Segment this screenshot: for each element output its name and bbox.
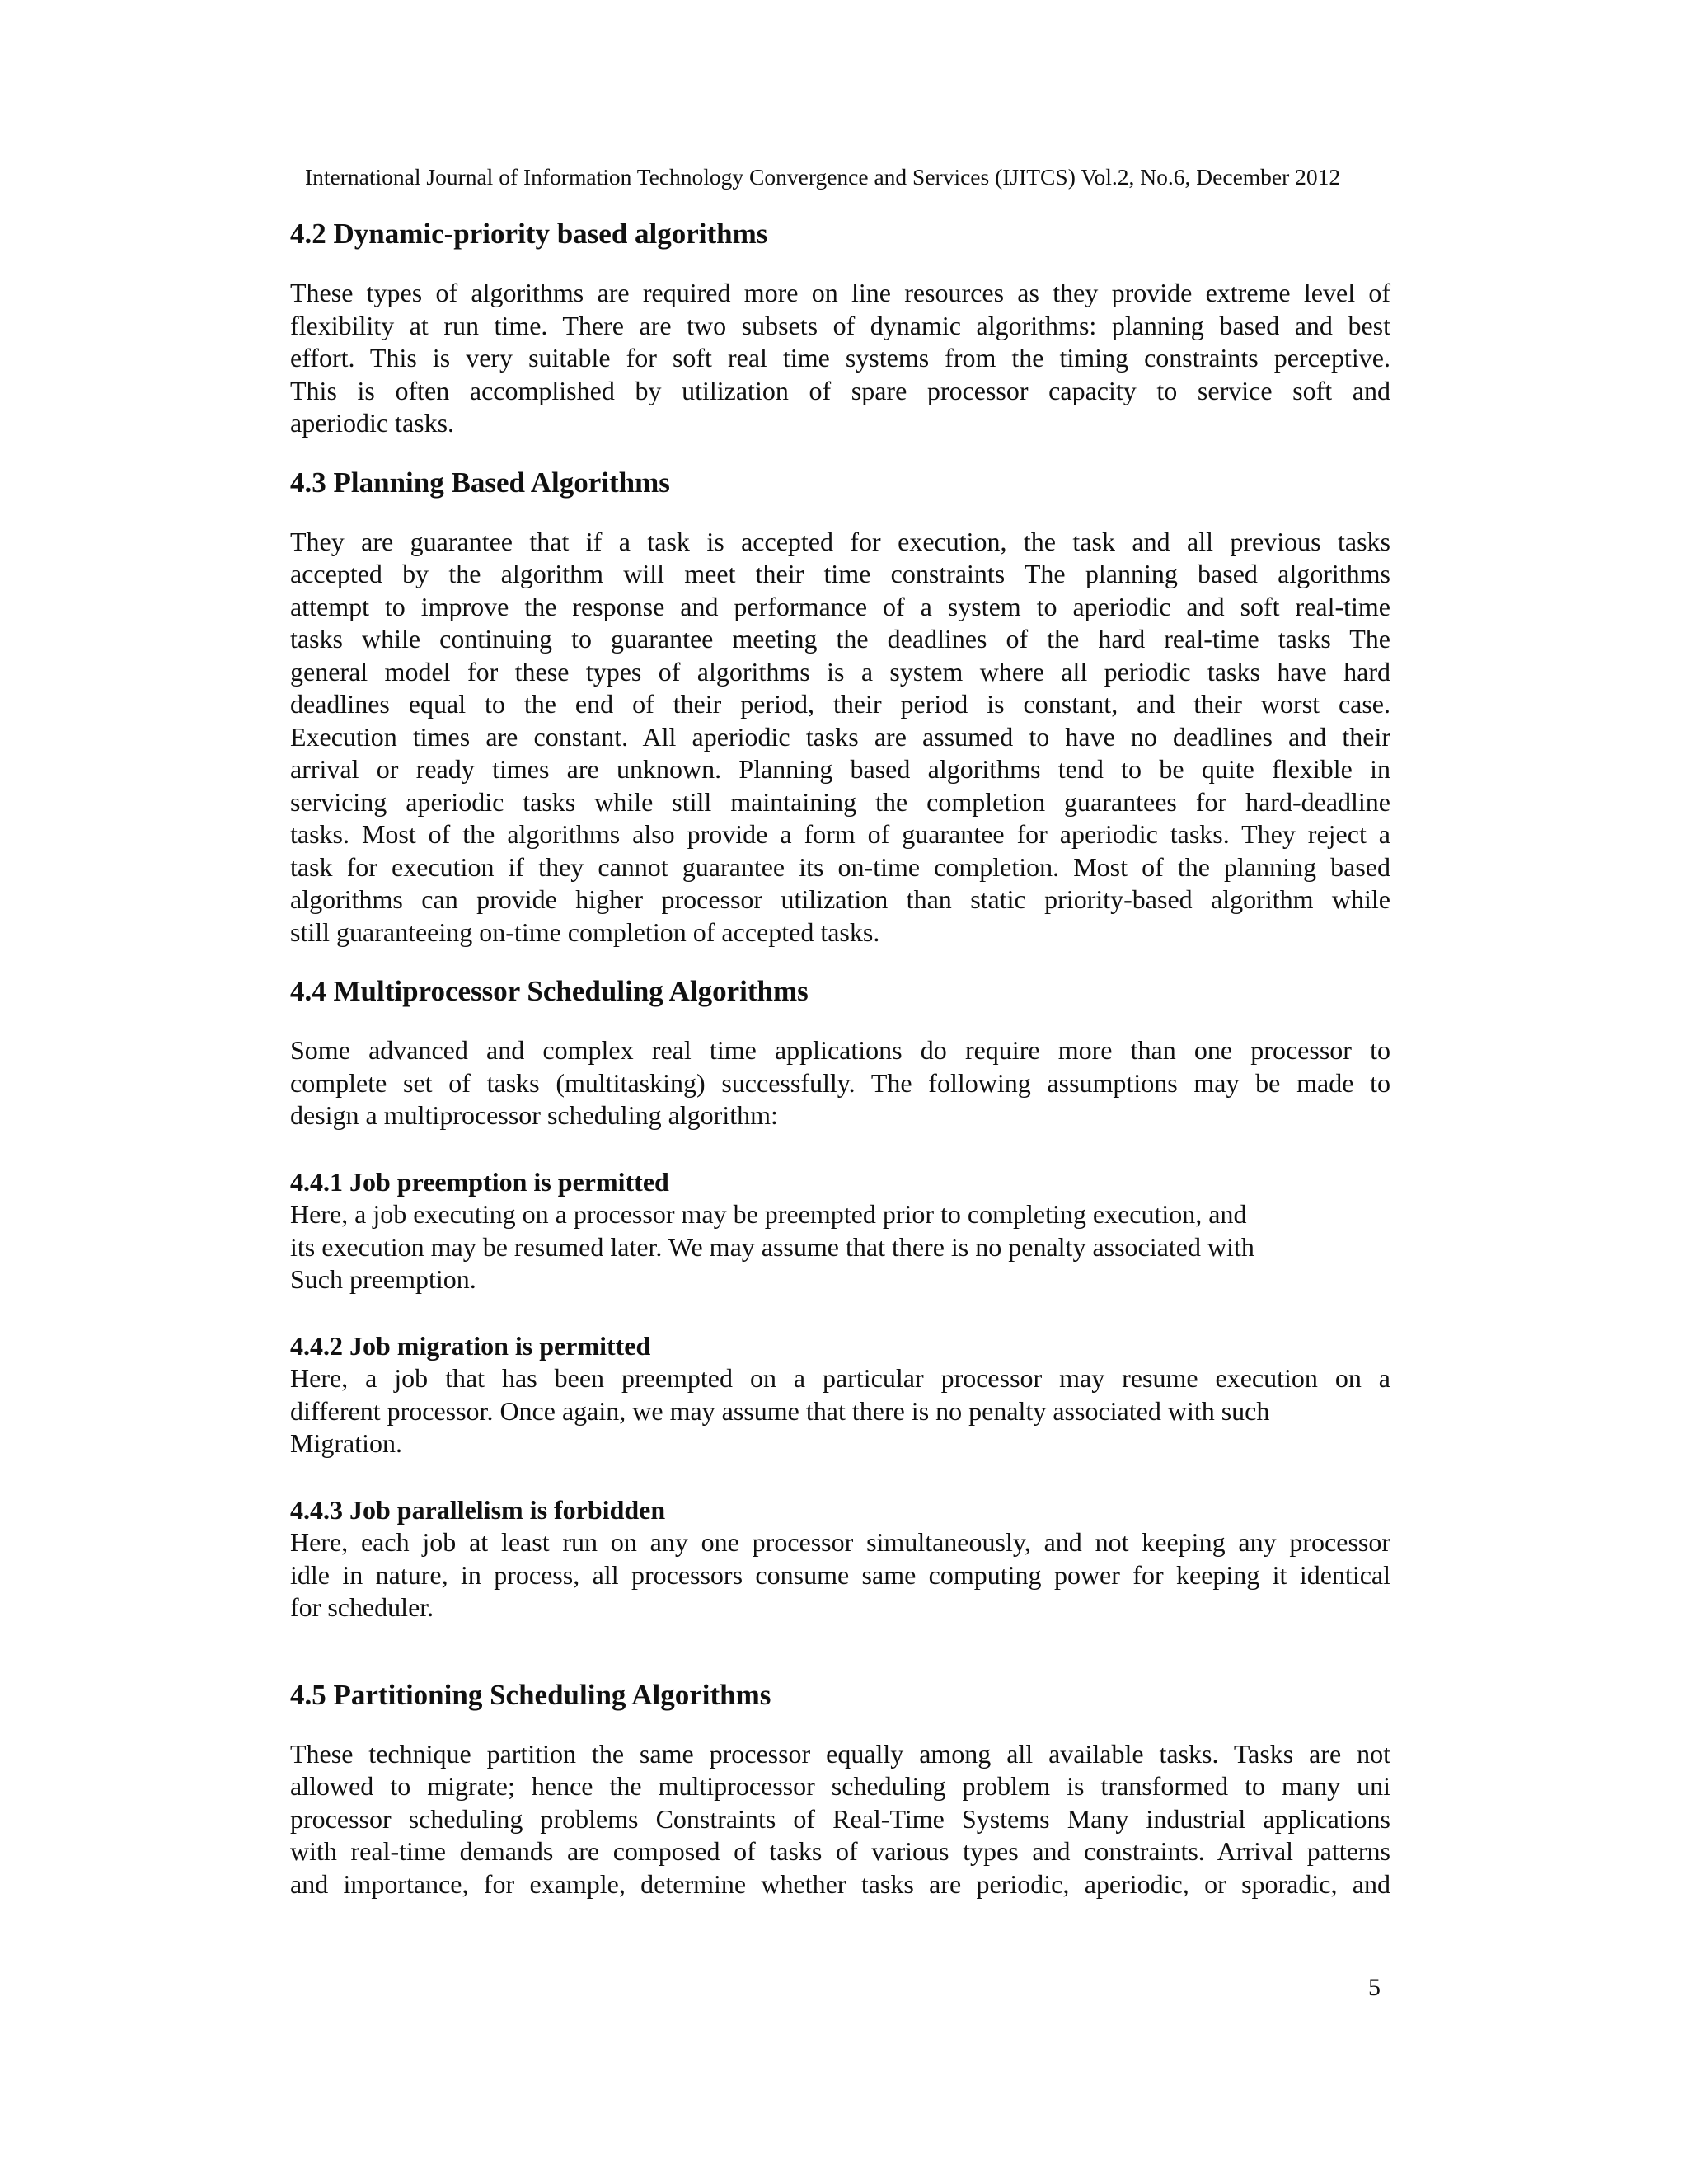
text-line: effort. This is very suitable for soft real time systems from the timing constraints perceptive. [290, 343, 1390, 373]
section-heading-4-5: 4.5 Partitioning Scheduling Algorithms [290, 1678, 771, 1711]
text-line: and importance, for example, determine whether tasks are periodic, aperiodic, or sporadic, and [290, 1868, 1390, 1899]
main-content [290, 216, 1390, 1900]
text-line: idle in nature, in process, all processors consume same computing power for keeping it identical [290, 1559, 1390, 1590]
text-line: These types of algorithms are required more on line resources as they provide extreme level of [290, 278, 1390, 307]
text-line: Such preemption. [290, 1264, 476, 1294]
text-line: tasks. Most of the algorithms also provide a form of guarantee for aperiodic tasks. They reject a [290, 819, 1390, 849]
text-line: Migration. [290, 1428, 402, 1458]
text-line: This is often accomplished by utilization of spare processor capacity to service soft and [290, 375, 1390, 405]
text-line: processor scheduling problems Constraints of Real-Time Systems Many industrial applications [290, 1803, 1390, 1834]
text-line: accepted by the algorithm will meet their time constraints The planning based algorithms [290, 559, 1390, 588]
text-line: Here, a job that has been preempted on a particular processor may resume execution on a [290, 1363, 1390, 1393]
text-line: algorithms can provide higher processor utilization than static priority-based algorithm while [290, 884, 1390, 914]
section-heading-4-3: 4.3 Planning Based Algorithms [290, 466, 670, 499]
text-line: with real-time demands are composed of tasks of various types and constraints. Arrival patterns [290, 1836, 1390, 1866]
text-line: Some advanced and complex real time applications do require more than one processor to [290, 1035, 1390, 1065]
text-line: its execution may be resumed later. We may assume that there is no penalty associated with [290, 1231, 1254, 1262]
subsection-4-4-1-paragraph [290, 1198, 1390, 1296]
text-line: servicing aperiodic tasks while still maintaining the completion guarantees for hard-deadline [290, 786, 1390, 817]
subsection-4-4-2-paragraph [290, 1362, 1390, 1460]
text-line: for scheduler. [290, 1592, 434, 1622]
text-line: arrival or ready times are unknown. Planning based algorithms tend to be quite flexible in [290, 754, 1390, 784]
text-line: deadlines equal to the end of their period, their period is constant, and their worst case. [290, 689, 1390, 719]
subsection-heading-4-4-3: 4.4.3 Job parallelism is forbidden [290, 1494, 666, 1525]
text-line: These technique partition the same processor equally among all available tasks. Tasks are not [290, 1738, 1390, 1769]
text-line: flexibility at run time. There are two subsets of dynamic algorithms: planning based and best [290, 310, 1390, 340]
text-line: They are guarantee that if a task is accepted for execution, the task and all previous tasks [290, 526, 1390, 556]
section-4-3-paragraph [290, 526, 1390, 949]
running-header: International Journal of Information Technology Convergence and Services (IJITCS) Vol.2, No.6, December 2012 [305, 164, 1341, 190]
text-line: design a multiprocessor scheduling algorithm: [290, 1100, 778, 1130]
text-line: aperiodic tasks. [290, 408, 455, 438]
text-line: complete set of tasks (multitasking) successfully. The following assumptions may be made to [290, 1067, 1390, 1098]
page-number: 5 [1368, 1974, 1381, 2001]
section-4-2-paragraph [290, 277, 1390, 440]
text-line: task for execution if they cannot guarantee its on-time completion. Most of the planning based [290, 851, 1390, 882]
text-line: allowed to migrate; hence the multiprocessor scheduling problem is transformed to many uni [290, 1771, 1390, 1801]
text-line: general model for these types of algorithms is a system where all periodic tasks have hard [290, 656, 1390, 687]
section-4-4-paragraph [290, 1034, 1390, 1132]
text-line: attempt to improve the response and performance of a system to aperiodic and soft real-time [290, 591, 1390, 621]
section-heading-4-2: 4.2 Dynamic-priority based algorithms [290, 218, 768, 250]
text-line: tasks while continuing to guarantee meeting the deadlines of the hard real-time tasks The [290, 624, 1390, 654]
text-line: Here, each job at least run on any one processor simultaneously, and not keeping any processor [290, 1527, 1390, 1557]
subsection-heading-4-4-1: 4.4.1 Job preemption is permitted [290, 1166, 669, 1197]
subsection-heading-4-4-2: 4.4.2 Job migration is permitted [290, 1330, 651, 1361]
text-line: still guaranteeing on-time completion of accepted tasks. [290, 916, 880, 947]
section-heading-4-4: 4.4 Multiprocessor Scheduling Algorithms [290, 975, 809, 1007]
section-4-5-paragraph [290, 1738, 1390, 1901]
text-line: Execution times are constant. All aperiodic tasks are assumed to have no deadlines and their [290, 721, 1390, 752]
subsection-4-4-3-paragraph [290, 1526, 1390, 1624]
text-line: Here, a job executing on a processor may be preempted prior to completing execution, and [290, 1199, 1247, 1229]
text-line: different processor. Once again, we may assume that there is no penalty associated with such [290, 1395, 1270, 1426]
